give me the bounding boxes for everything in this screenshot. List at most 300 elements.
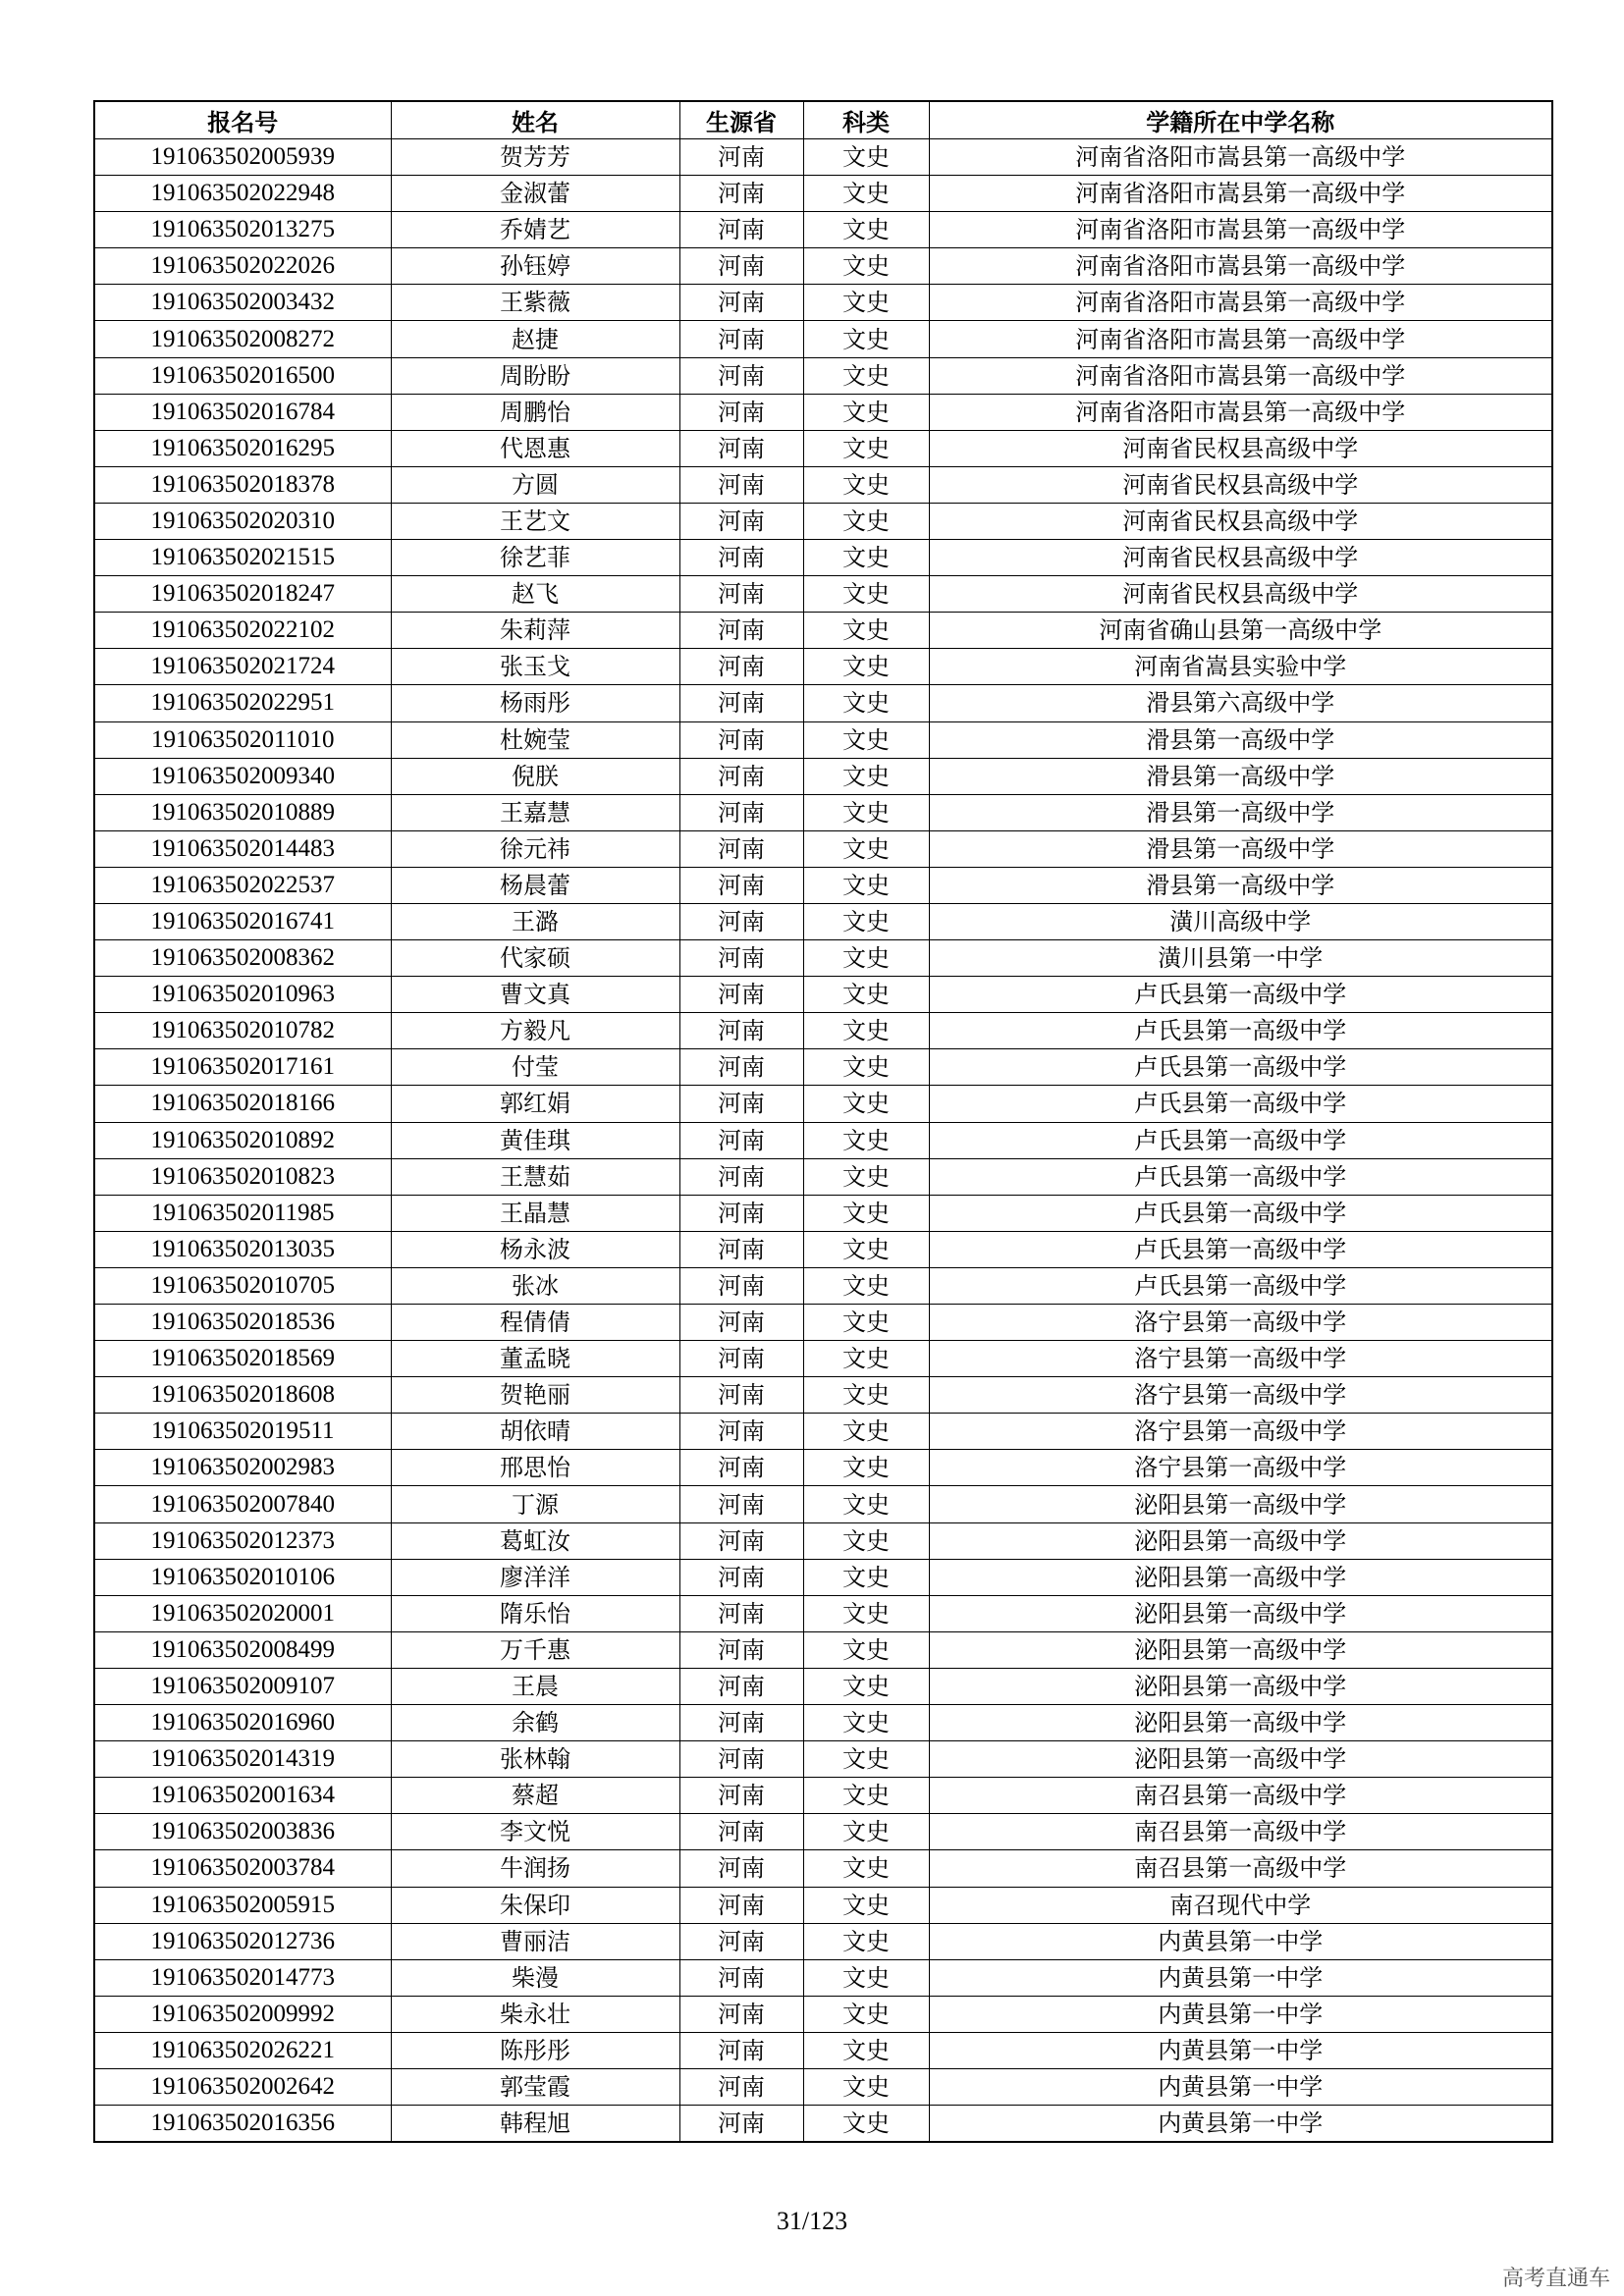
cell-category: 文史 (803, 1195, 929, 1231)
cell-school: 卢氏县第一高级中学 (929, 1195, 1552, 1231)
cell-registration-number: 191063502017161 (94, 1049, 391, 1086)
cell-registration-number: 191063502009107 (94, 1668, 391, 1704)
cell-category: 文史 (803, 1741, 929, 1778)
cell-name: 余鹤 (391, 1705, 679, 1741)
cell-province: 河南 (679, 576, 803, 613)
table-row (94, 649, 1552, 685)
cell-school: 泌阳县第一高级中学 (929, 1631, 1552, 1668)
cell-name: 程倩倩 (391, 1305, 679, 1341)
cell-category: 文史 (803, 321, 929, 357)
cell-school: 卢氏县第一高级中学 (929, 1013, 1552, 1049)
cell-school: 洛宁县第一高级中学 (929, 1414, 1552, 1450)
cell-province: 河南 (679, 1267, 803, 1304)
table-row (94, 721, 1552, 758)
cell-category: 文史 (803, 1559, 929, 1595)
cell-school: 卢氏县第一高级中学 (929, 1086, 1552, 1122)
cell-school: 卢氏县第一高级中学 (929, 1122, 1552, 1158)
cell-name: 周盼盼 (391, 357, 679, 394)
table-row (94, 1959, 1552, 1996)
table-row (94, 794, 1552, 830)
cell-category: 文史 (803, 1305, 929, 1341)
cell-school: 泌阳县第一高级中学 (929, 1595, 1552, 1631)
cell-province: 河南 (679, 903, 803, 939)
cell-school: 卢氏县第一高级中学 (929, 1049, 1552, 1086)
cell-registration-number: 191063502012736 (94, 1923, 391, 1959)
cell-registration-number: 191063502010705 (94, 1267, 391, 1304)
cell-name: 李文悦 (391, 1814, 679, 1850)
cell-registration-number: 191063502018536 (94, 1305, 391, 1341)
cell-province: 河南 (679, 685, 803, 721)
cell-school: 泌阳县第一高级中学 (929, 1705, 1552, 1741)
cell-school: 南召县第一高级中学 (929, 1850, 1552, 1887)
cell-name: 贺芳芳 (391, 139, 679, 176)
cell-name: 王潞 (391, 903, 679, 939)
cell-category: 文史 (803, 2068, 929, 2105)
cell-registration-number: 191063502008362 (94, 940, 391, 977)
cell-province: 河南 (679, 794, 803, 830)
cell-school: 卢氏县第一高级中学 (929, 1267, 1552, 1304)
cell-category: 文史 (803, 1450, 929, 1486)
cell-category: 文史 (803, 867, 929, 903)
table-row (94, 285, 1552, 321)
cell-school: 洛宁县第一高级中学 (929, 1341, 1552, 1377)
table-row (94, 940, 1552, 977)
cell-name: 徐艺菲 (391, 540, 679, 576)
table-row (94, 139, 1552, 176)
cell-province: 河南 (679, 1341, 803, 1377)
table-row (94, 1923, 1552, 1959)
cell-school: 内黄县第一中学 (929, 2032, 1552, 2068)
cell-province: 河南 (679, 139, 803, 176)
cell-name: 倪朕 (391, 758, 679, 794)
cell-name: 杨雨彤 (391, 685, 679, 721)
admission-list (93, 100, 1551, 2143)
cell-school: 南召县第一高级中学 (929, 1814, 1552, 1850)
cell-province: 河南 (679, 1850, 803, 1887)
table-row (94, 466, 1552, 503)
cell-province: 河南 (679, 285, 803, 321)
table-header-row (94, 101, 1552, 139)
cell-category: 文史 (803, 503, 929, 539)
table-row (94, 1013, 1552, 1049)
cell-name: 葛虹汝 (391, 1522, 679, 1559)
cell-registration-number: 191063502016356 (94, 2106, 391, 2143)
cell-name: 陈彤彤 (391, 2032, 679, 2068)
cell-school: 卢氏县第一高级中学 (929, 1158, 1552, 1195)
cell-province: 河南 (679, 649, 803, 685)
cell-school: 泌阳县第一高级中学 (929, 1668, 1552, 1704)
cell-province: 河南 (679, 212, 803, 248)
cell-school: 洛宁县第一高级中学 (929, 1305, 1552, 1341)
cell-province: 河南 (679, 2032, 803, 2068)
cell-name: 黄佳琪 (391, 1122, 679, 1158)
cell-category: 文史 (803, 830, 929, 867)
cell-school: 河南省民权县高级中学 (929, 503, 1552, 539)
cell-school: 卢氏县第一高级中学 (929, 977, 1552, 1013)
cell-category: 文史 (803, 649, 929, 685)
cell-name: 赵捷 (391, 321, 679, 357)
cell-school: 滑县第一高级中学 (929, 830, 1552, 867)
cell-school: 河南省洛阳市嵩县第一高级中学 (929, 248, 1552, 285)
cell-registration-number: 191063502016295 (94, 430, 391, 466)
table-row (94, 1595, 1552, 1631)
cell-name: 万千惠 (391, 1631, 679, 1668)
cell-registration-number: 191063502022026 (94, 248, 391, 285)
table-row (94, 1231, 1552, 1267)
cell-school: 河南省民权县高级中学 (929, 466, 1552, 503)
cell-category: 文史 (803, 1996, 929, 2032)
cell-category: 文史 (803, 1049, 929, 1086)
cell-registration-number: 191063502001634 (94, 1778, 391, 1814)
cell-name: 付莹 (391, 1049, 679, 1086)
cell-registration-number: 191063502020001 (94, 1595, 391, 1631)
cell-category: 文史 (803, 1814, 929, 1850)
table-row (94, 1450, 1552, 1486)
cell-category: 文史 (803, 794, 929, 830)
table-row (94, 867, 1552, 903)
cell-province: 河南 (679, 1887, 803, 1923)
cell-category: 文史 (803, 1231, 929, 1267)
cell-province: 河南 (679, 540, 803, 576)
cell-name: 贺艳丽 (391, 1377, 679, 1414)
cell-name: 韩程旭 (391, 2106, 679, 2143)
table-row (94, 1377, 1552, 1414)
table-row (94, 1414, 1552, 1450)
cell-registration-number: 191063502002983 (94, 1450, 391, 1486)
header-registration-number: 报名号 (94, 101, 391, 139)
table-row (94, 503, 1552, 539)
header-school: 学籍所在中学名称 (929, 101, 1552, 139)
cell-category: 文史 (803, 430, 929, 466)
cell-name: 金淑蕾 (391, 176, 679, 212)
cell-province: 河南 (679, 1158, 803, 1195)
cell-registration-number: 191063502026221 (94, 2032, 391, 2068)
cell-name: 牛润扬 (391, 1850, 679, 1887)
table-row (94, 1996, 1552, 2032)
cell-category: 文史 (803, 1086, 929, 1122)
cell-school: 河南省确山县第一高级中学 (929, 613, 1552, 649)
cell-name: 杨永波 (391, 1231, 679, 1267)
cell-school: 河南省嵩县实验中学 (929, 649, 1552, 685)
table-row (94, 1195, 1552, 1231)
table-row (94, 1341, 1552, 1377)
cell-name: 代家硕 (391, 940, 679, 977)
cell-registration-number: 191063502007840 (94, 1486, 391, 1522)
cell-province: 河南 (679, 248, 803, 285)
cell-registration-number: 191063502008272 (94, 321, 391, 357)
page-number: 31/123 (776, 2207, 848, 2235)
cell-province: 河南 (679, 758, 803, 794)
table-row (94, 430, 1552, 466)
cell-province: 河南 (679, 466, 803, 503)
cell-province: 河南 (679, 1305, 803, 1341)
cell-registration-number: 191063502002642 (94, 2068, 391, 2105)
cell-registration-number: 191063502019511 (94, 1414, 391, 1450)
table-row (94, 321, 1552, 357)
cell-registration-number: 191063502010823 (94, 1158, 391, 1195)
table-row (94, 2032, 1552, 2068)
cell-registration-number: 191063502013035 (94, 1231, 391, 1267)
cell-category: 文史 (803, 1486, 929, 1522)
cell-school: 河南省洛阳市嵩县第一高级中学 (929, 139, 1552, 176)
cell-name: 张林翰 (391, 1741, 679, 1778)
cell-registration-number: 191063502010892 (94, 1122, 391, 1158)
cell-name: 胡依晴 (391, 1414, 679, 1450)
cell-category: 文史 (803, 394, 929, 430)
cell-registration-number: 191063502013275 (94, 212, 391, 248)
cell-name: 隋乐怡 (391, 1595, 679, 1631)
cell-category: 文史 (803, 285, 929, 321)
cell-province: 河南 (679, 321, 803, 357)
cell-name: 朱莉萍 (391, 613, 679, 649)
cell-name: 曹丽洁 (391, 1923, 679, 1959)
cell-school: 河南省洛阳市嵩县第一高级中学 (929, 212, 1552, 248)
table-row (94, 685, 1552, 721)
cell-school: 内黄县第一中学 (929, 1923, 1552, 1959)
cell-school: 滑县第六高级中学 (929, 685, 1552, 721)
cell-registration-number: 191063502018166 (94, 1086, 391, 1122)
cell-category: 文史 (803, 1887, 929, 1923)
cell-province: 河南 (679, 1668, 803, 1704)
cell-name: 柴漫 (391, 1959, 679, 1996)
cell-name: 赵飞 (391, 576, 679, 613)
cell-category: 文史 (803, 1377, 929, 1414)
cell-school: 内黄县第一中学 (929, 2068, 1552, 2105)
cell-school: 洛宁县第一高级中学 (929, 1377, 1552, 1414)
cell-category: 文史 (803, 176, 929, 212)
cell-registration-number: 191063502018608 (94, 1377, 391, 1414)
cell-name: 张冰 (391, 1267, 679, 1304)
cell-province: 河南 (679, 1231, 803, 1267)
cell-category: 文史 (803, 248, 929, 285)
table-row (94, 1850, 1552, 1887)
cell-province: 河南 (679, 176, 803, 212)
table-row (94, 1705, 1552, 1741)
cell-province: 河南 (679, 1377, 803, 1414)
cell-name: 丁源 (391, 1486, 679, 1522)
cell-category: 文史 (803, 1267, 929, 1304)
cell-category: 文史 (803, 1158, 929, 1195)
cell-registration-number: 191063502010782 (94, 1013, 391, 1049)
cell-province: 河南 (679, 1086, 803, 1122)
cell-category: 文史 (803, 1959, 929, 1996)
table-row (94, 1122, 1552, 1158)
cell-province: 河南 (679, 613, 803, 649)
table-row (94, 1086, 1552, 1122)
cell-category: 文史 (803, 940, 929, 977)
cell-province: 河南 (679, 1195, 803, 1231)
cell-school: 泌阳县第一高级中学 (929, 1559, 1552, 1595)
cell-school: 河南省民权县高级中学 (929, 430, 1552, 466)
cell-registration-number: 191063502022951 (94, 685, 391, 721)
table-row (94, 1668, 1552, 1704)
cell-school: 河南省洛阳市嵩县第一高级中学 (929, 357, 1552, 394)
table-row (94, 1741, 1552, 1778)
cell-category: 文史 (803, 977, 929, 1013)
cell-province: 河南 (679, 867, 803, 903)
table-row (94, 1049, 1552, 1086)
cell-province: 河南 (679, 1814, 803, 1850)
cell-name: 方圆 (391, 466, 679, 503)
cell-category: 文史 (803, 1013, 929, 1049)
cell-name: 杜婉莹 (391, 721, 679, 758)
cell-province: 河南 (679, 503, 803, 539)
cell-name: 柴永壮 (391, 1996, 679, 2032)
cell-name: 方毅凡 (391, 1013, 679, 1049)
cell-registration-number: 191063502022948 (94, 176, 391, 212)
cell-province: 河南 (679, 430, 803, 466)
cell-registration-number: 191063502010106 (94, 1559, 391, 1595)
cell-name: 乔婧艺 (391, 212, 679, 248)
cell-school: 洛宁县第一高级中学 (929, 1450, 1552, 1486)
cell-name: 郭红娟 (391, 1086, 679, 1122)
cell-province: 河南 (679, 1996, 803, 2032)
cell-name: 王紫薇 (391, 285, 679, 321)
cell-registration-number: 191063502014483 (94, 830, 391, 867)
cell-province: 河南 (679, 1049, 803, 1086)
cell-registration-number: 191063502018247 (94, 576, 391, 613)
cell-name: 代恩惠 (391, 430, 679, 466)
cell-category: 文史 (803, 2106, 929, 2143)
cell-province: 河南 (679, 1450, 803, 1486)
header-name: 姓名 (391, 101, 679, 139)
table-row (94, 1305, 1552, 1341)
cell-province: 河南 (679, 1595, 803, 1631)
table-row (94, 212, 1552, 248)
cell-school: 河南省洛阳市嵩县第一高级中学 (929, 176, 1552, 212)
cell-category: 文史 (803, 1778, 929, 1814)
cell-category: 文史 (803, 1341, 929, 1377)
cell-category: 文史 (803, 357, 929, 394)
cell-category: 文史 (803, 1705, 929, 1741)
cell-category: 文史 (803, 1631, 929, 1668)
cell-name: 王晨 (391, 1668, 679, 1704)
cell-province: 河南 (679, 1486, 803, 1522)
cell-registration-number: 191063502011985 (94, 1195, 391, 1231)
cell-school: 内黄县第一中学 (929, 1959, 1552, 1996)
cell-registration-number: 191063502016960 (94, 1705, 391, 1741)
table-row (94, 540, 1552, 576)
cell-province: 河南 (679, 1631, 803, 1668)
table-body (94, 139, 1552, 2143)
cell-name: 孙钰婷 (391, 248, 679, 285)
table-row (94, 613, 1552, 649)
table-row (94, 1158, 1552, 1195)
cell-school: 内黄县第一中学 (929, 2106, 1552, 2143)
cell-province: 河南 (679, 977, 803, 1013)
cell-name: 曹文真 (391, 977, 679, 1013)
cell-province: 河南 (679, 1741, 803, 1778)
cell-name: 张玉戈 (391, 649, 679, 685)
table-row (94, 830, 1552, 867)
table-row (94, 576, 1552, 613)
cell-registration-number: 191063502005939 (94, 139, 391, 176)
table-row (94, 758, 1552, 794)
cell-category: 文史 (803, 758, 929, 794)
cell-school: 滑县第一高级中学 (929, 721, 1552, 758)
cell-registration-number: 191063502014319 (94, 1741, 391, 1778)
cell-name: 徐元祎 (391, 830, 679, 867)
table-row (94, 394, 1552, 430)
cell-province: 河南 (679, 1414, 803, 1450)
cell-category: 文史 (803, 466, 929, 503)
cell-category: 文史 (803, 212, 929, 248)
cell-registration-number: 191063502018378 (94, 466, 391, 503)
cell-school: 潢川高级中学 (929, 903, 1552, 939)
cell-category: 文史 (803, 139, 929, 176)
table-row (94, 903, 1552, 939)
cell-province: 河南 (679, 1122, 803, 1158)
cell-name: 蔡超 (391, 1778, 679, 1814)
cell-province: 河南 (679, 1522, 803, 1559)
cell-registration-number: 191063502022102 (94, 613, 391, 649)
cell-registration-number: 191063502021724 (94, 649, 391, 685)
table-row (94, 1631, 1552, 1668)
cell-category: 文史 (803, 1522, 929, 1559)
cell-province: 河南 (679, 940, 803, 977)
cell-registration-number: 191063502009992 (94, 1996, 391, 2032)
cell-registration-number: 191063502021515 (94, 540, 391, 576)
cell-category: 文史 (803, 576, 929, 613)
cell-category: 文史 (803, 1595, 929, 1631)
cell-registration-number: 191063502005915 (94, 1887, 391, 1923)
cell-registration-number: 191063502010889 (94, 794, 391, 830)
cell-province: 河南 (679, 1705, 803, 1741)
cell-province: 河南 (679, 357, 803, 394)
cell-province: 河南 (679, 394, 803, 430)
admission-table (93, 100, 1553, 2143)
cell-school: 南召现代中学 (929, 1887, 1552, 1923)
cell-school: 滑县第一高级中学 (929, 758, 1552, 794)
cell-school: 河南省民权县高级中学 (929, 576, 1552, 613)
cell-registration-number: 191063502022537 (94, 867, 391, 903)
cell-province: 河南 (679, 830, 803, 867)
cell-category: 文史 (803, 613, 929, 649)
cell-category: 文史 (803, 1668, 929, 1704)
cell-school: 潢川县第一中学 (929, 940, 1552, 977)
cell-category: 文史 (803, 1414, 929, 1450)
cell-school: 卢氏县第一高级中学 (929, 1231, 1552, 1267)
cell-category: 文史 (803, 1923, 929, 1959)
watermark: 高考直通车 (1501, 2267, 1610, 2291)
cell-name: 杨晨蕾 (391, 867, 679, 903)
cell-school: 滑县第一高级中学 (929, 867, 1552, 903)
cell-registration-number: 191063502003836 (94, 1814, 391, 1850)
cell-name: 王嘉慧 (391, 794, 679, 830)
cell-name: 朱保印 (391, 1887, 679, 1923)
cell-category: 文史 (803, 2032, 929, 2068)
cell-category: 文史 (803, 1122, 929, 1158)
table-row (94, 1486, 1552, 1522)
cell-province: 河南 (679, 721, 803, 758)
cell-category: 文史 (803, 540, 929, 576)
table-row (94, 1887, 1552, 1923)
table-row (94, 1267, 1552, 1304)
cell-registration-number: 191063502016741 (94, 903, 391, 939)
table-row (94, 1814, 1552, 1850)
cell-name: 王晶慧 (391, 1195, 679, 1231)
cell-province: 河南 (679, 2106, 803, 2143)
table-row (94, 1522, 1552, 1559)
cell-province: 河南 (679, 1778, 803, 1814)
cell-province: 河南 (679, 1013, 803, 1049)
cell-school: 泌阳县第一高级中学 (929, 1486, 1552, 1522)
cell-registration-number: 191063502003432 (94, 285, 391, 321)
cell-registration-number: 191063502009340 (94, 758, 391, 794)
cell-province: 河南 (679, 2068, 803, 2105)
table-row (94, 1559, 1552, 1595)
cell-registration-number: 191063502016500 (94, 357, 391, 394)
